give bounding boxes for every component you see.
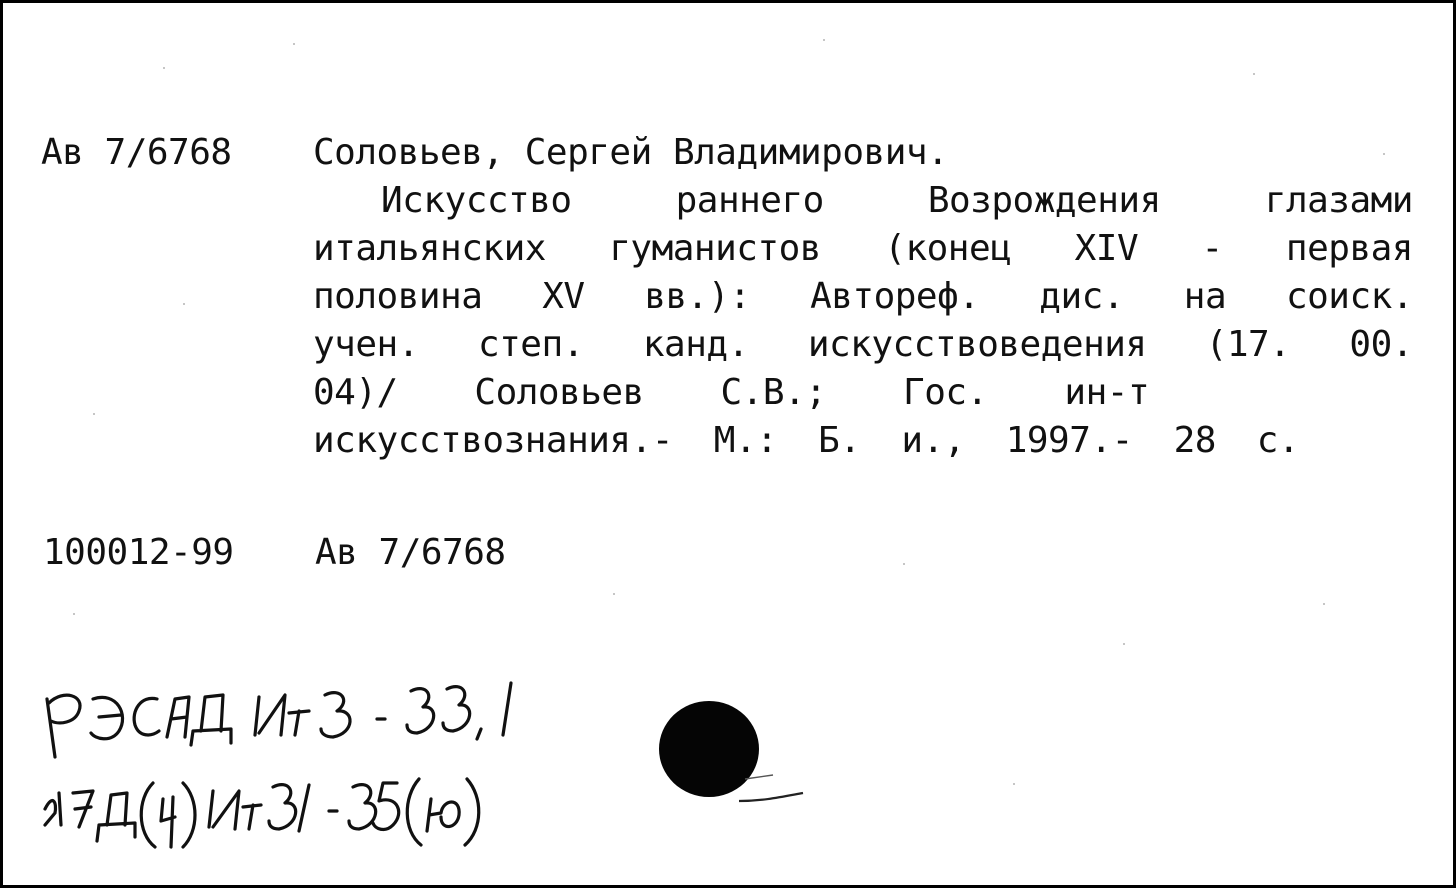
description-word: ин-т	[1064, 372, 1150, 413]
description-word: учен.	[313, 324, 419, 365]
scan-speck	[1383, 153, 1385, 155]
scan-speck	[903, 563, 905, 565]
description-word: 00.	[1349, 324, 1413, 365]
scan-speck	[293, 43, 295, 45]
scan-speck	[613, 593, 615, 595]
description-word: С.В.;	[720, 372, 827, 413]
description-word: Автореф.	[810, 276, 980, 317]
description-line-4	[313, 321, 1413, 369]
description-word: степ.	[477, 324, 584, 365]
description-word: (конец	[884, 228, 1012, 269]
description-word: XV	[542, 276, 585, 317]
description-word: вв.):	[644, 276, 751, 317]
description-word: Соловьев	[474, 372, 644, 413]
description-line-1	[381, 177, 1413, 225]
description-word: (17.	[1205, 324, 1291, 365]
description-word: Возрождения	[927, 180, 1161, 221]
call-number: Ав 7/6768	[41, 132, 232, 173]
description-line-5	[313, 369, 1173, 417]
description-word: Б.	[818, 420, 861, 461]
description-word: итальянских	[313, 228, 546, 269]
description-line-2	[313, 225, 1413, 273]
description-word: 28	[1173, 420, 1216, 461]
description-word: Гос.	[903, 372, 988, 413]
description-word: соиск.	[1285, 276, 1413, 317]
author-heading: Соловьев, Сергей Владимирович.	[313, 132, 949, 173]
scan-speck	[823, 39, 825, 41]
description-word: 1997.-	[1005, 420, 1133, 461]
accession-call-number: Ав 7/6768	[315, 532, 506, 573]
accession-number: 100012-99	[43, 532, 234, 573]
description-word: Искусство	[381, 180, 572, 221]
scan-speck	[183, 303, 185, 305]
scan-speck	[93, 413, 95, 415]
description-word: М.:	[713, 420, 778, 461]
description-line-3	[313, 273, 1413, 321]
scan-speck	[1013, 783, 1015, 785]
description-word: искусствознания.-	[313, 420, 673, 461]
description-word: половина	[313, 276, 483, 317]
description-word: с.	[1256, 420, 1300, 461]
description-word: первая	[1285, 228, 1413, 269]
description-word: 04)/	[313, 372, 398, 413]
description-word: на	[1183, 276, 1227, 317]
description-word: раннего	[675, 180, 824, 221]
description-word: искусствоведения	[807, 324, 1147, 365]
description-word: и.,	[901, 420, 965, 461]
description-line-6	[313, 417, 1323, 465]
handwritten-shelf-notes	[33, 675, 853, 875]
description-word: глазами	[1264, 180, 1413, 221]
scan-speck	[1253, 73, 1255, 75]
description-word: -	[1201, 228, 1223, 269]
description-word: гуманистов	[609, 228, 821, 269]
scan-speck	[1323, 603, 1325, 605]
scan-speck	[73, 613, 75, 615]
scan-speck	[163, 67, 165, 69]
description-word: канд.	[642, 324, 749, 365]
punch-hole	[659, 701, 759, 797]
description-word: XIV	[1074, 228, 1139, 269]
description-word: дис.	[1039, 276, 1124, 317]
scan-speck	[1123, 643, 1125, 645]
